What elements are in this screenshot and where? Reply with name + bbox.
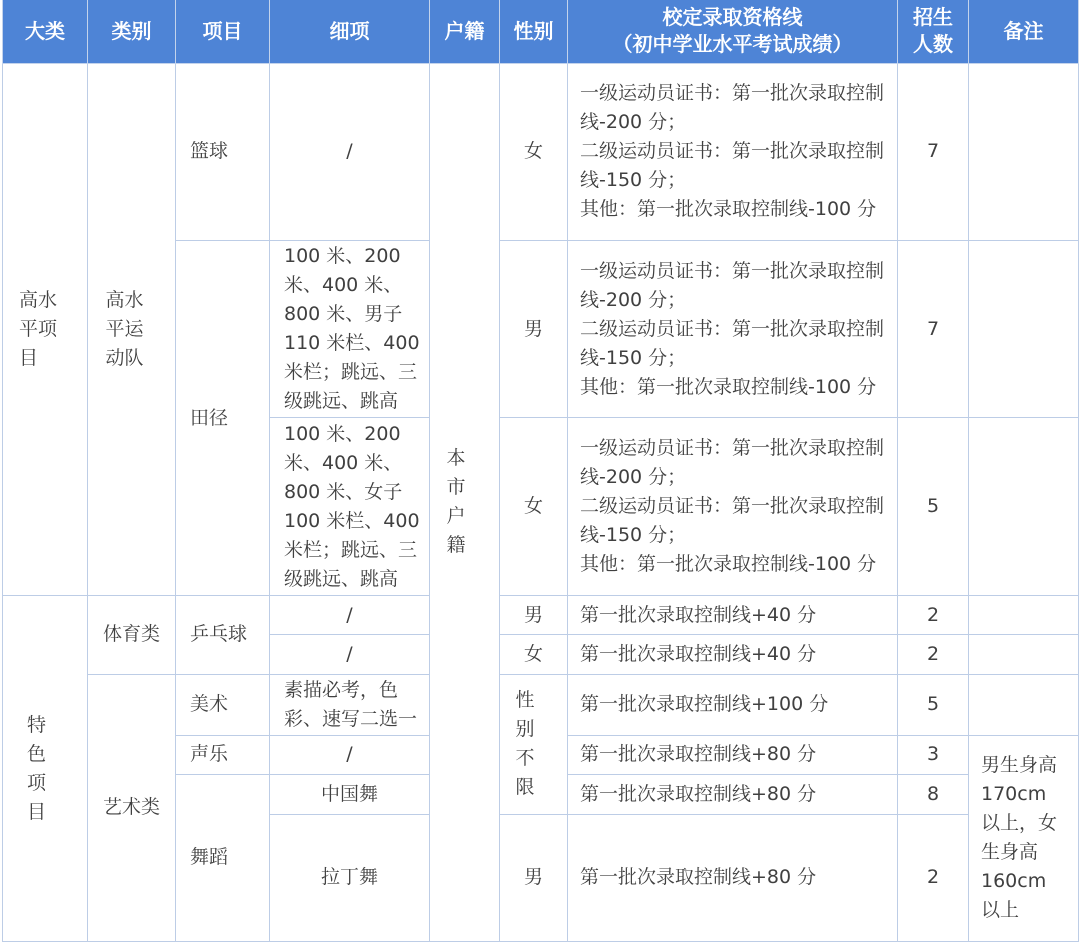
threshold-basketball: 一级运动员证书：第一批次录取控制线-200 分； 二级运动员证书：第一批次录取控制线-150 分； 其他：第一批次录取控制线-100 分	[568, 63, 898, 240]
table-row	[3, 63, 1079, 240]
table-row	[3, 674, 1079, 735]
type-high-level-team: 高水平运动队	[88, 63, 176, 596]
project-fine-arts: 美术	[176, 674, 270, 735]
header-threshold	[568, 0, 898, 63]
gender-any: 性别不限	[500, 674, 568, 814]
project-track: 田径	[176, 240, 270, 596]
project-basketball: 篮球	[176, 63, 270, 240]
type-arts: 艺术类	[88, 674, 176, 941]
threshold-latin-dance: 第一批次录取控制线+80 分	[568, 814, 898, 941]
quota-fine-arts: 5	[898, 674, 969, 735]
remark-dance-height: 男生身高 170cm 以上，女生身高 160cm 以上	[969, 735, 1079, 941]
header-row	[3, 0, 1079, 63]
threshold-table-tennis-male: 第一批次录取控制线+40 分	[568, 596, 898, 635]
table-row	[3, 596, 1079, 635]
quota-track-male: 7	[898, 240, 969, 417]
threshold-vocal: 第一批次录取控制线+80 分	[568, 735, 898, 774]
threshold-track-female: 一级运动员证书：第一批次录取控制线-200 分； 二级运动员证书：第一批次录取控制线-150 分； 其他：第一批次录取控制线-100 分	[568, 418, 898, 596]
header-quota-line1: 招生	[913, 5, 953, 30]
remark-empty	[969, 63, 1079, 240]
header-threshold-subtitle: （初中学业水平考试成绩）	[612, 32, 853, 57]
threshold-fine-arts: 第一批次录取控制线+100 分	[568, 674, 898, 735]
gender-latin-dance: 男	[500, 814, 568, 941]
header-quota	[898, 0, 969, 63]
gender-table-tennis-male: 男	[500, 596, 568, 635]
gender-track-male: 男	[500, 240, 568, 417]
threshold-table-tennis-female: 第一批次录取控制线+40 分	[568, 635, 898, 674]
project-table-tennis: 乒乓球	[176, 596, 270, 674]
detail-table-tennis-female: /	[270, 635, 430, 674]
header-remark: 备注	[969, 0, 1079, 63]
header-gender: 性别	[500, 0, 568, 63]
quota-track-female: 5	[898, 418, 969, 596]
type-sports: 体育类	[88, 596, 176, 674]
detail-chinese-dance: 中国舞	[270, 774, 430, 814]
gender-table-tennis-female: 女	[500, 635, 568, 674]
detail-basketball: /	[270, 63, 430, 240]
remark-empty	[969, 418, 1079, 596]
category-special: 特色项目	[3, 596, 88, 942]
header-threshold-title: 校定录取资格线	[662, 5, 803, 30]
project-dance: 舞蹈	[176, 774, 270, 941]
detail-fine-arts: 素描必考，色彩、速写二选一	[270, 674, 430, 735]
detail-table-tennis-male: /	[270, 596, 430, 635]
header-category: 大类	[3, 0, 88, 63]
quota-chinese-dance: 8	[898, 774, 969, 814]
remark-empty	[969, 596, 1079, 635]
quota-table-tennis-male: 2	[898, 596, 969, 635]
gender-track-female: 女	[500, 418, 568, 596]
header-detail: 细项	[270, 0, 430, 63]
header-household: 户籍	[430, 0, 500, 63]
detail-latin-dance: 拉丁舞	[270, 814, 430, 941]
detail-vocal: /	[270, 735, 430, 774]
category-high-level: 高水平项目	[3, 63, 88, 596]
header-type: 类别	[88, 0, 176, 63]
quota-vocal: 3	[898, 735, 969, 774]
quota-latin-dance: 2	[898, 814, 969, 941]
quota-table-tennis-female: 2	[898, 635, 969, 674]
header-quota-line2: 人数	[913, 32, 953, 57]
quota-basketball-female: 7	[898, 63, 969, 240]
gender-basketball: 女	[500, 63, 568, 240]
remark-empty	[969, 240, 1079, 417]
detail-track-male: 100 米、200 米、400 米、800 米、男子 110 米栏、400米栏；跳远、三级跳远、跳高	[270, 240, 430, 417]
detail-track-female: 100 米、200 米、400 米、800 米、女子 100 米栏、400米栏；跳远、三级跳远、跳高	[270, 418, 430, 596]
project-vocal: 声乐	[176, 735, 270, 774]
household-local: 本市户籍	[430, 63, 500, 941]
remark-empty	[969, 674, 1079, 735]
threshold-track-male: 一级运动员证书：第一批次录取控制线-200 分； 二级运动员证书：第一批次录取控制线-150 分； 其他：第一批次录取控制线-100 分	[568, 240, 898, 417]
remark-empty	[969, 635, 1079, 674]
admissions-table	[2, 0, 1079, 942]
threshold-chinese-dance: 第一批次录取控制线+80 分	[568, 774, 898, 814]
header-project: 项目	[176, 0, 270, 63]
